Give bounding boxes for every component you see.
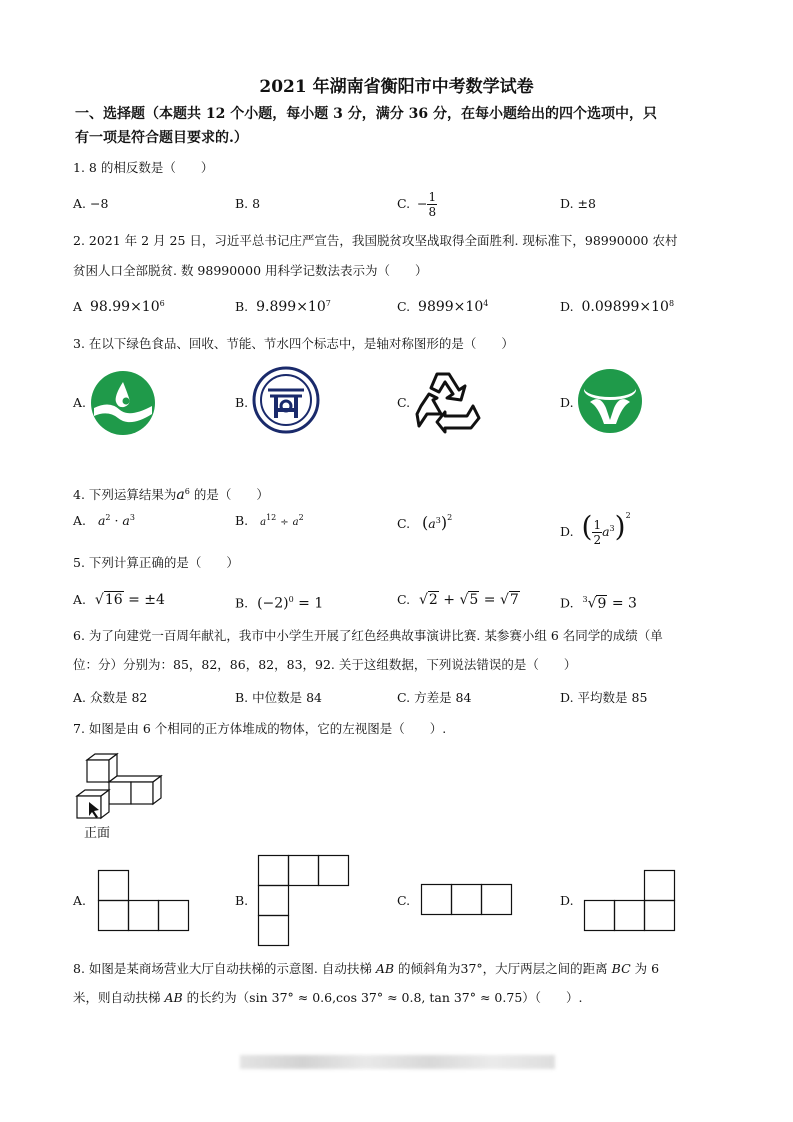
q4-stem-variable: a [176,487,185,504]
q5-option-d: D. $^3$√9 = 3 [560,595,637,612]
q8-line2-text: 米，则自动扶梯 [73,990,165,1005]
q2-option-b [235,296,331,315]
q2-a-value: 98.99×10 [89,299,160,316]
blurred-footer-watermark [240,1055,555,1069]
q4-stem-text: 4. 下列运算结果为 [73,487,177,503]
q7-option-b-figure [258,855,350,947]
q2-c-exponent: 4 [483,299,489,308]
q2-option-a [73,296,165,315]
q1-option-d: D. ±8 [560,196,596,211]
q5-a-label: A. [73,592,87,607]
exam-title: 2021 年湖南省衡阳市中考数学试卷 [259,77,534,97]
q6-option-d: D. 平均数是 85 [560,690,648,705]
q7-option-a-figure [98,870,190,932]
q5-b-label: B. [235,595,249,611]
recycle-logo-icon [415,370,481,432]
q8-line2-end: 的长约为（sin 37° ≈ 0.6,cos 37° ≈ 0.8, tan 37° ≈ 0.75）（ ）. [182,990,583,1005]
q4-option-d: D. ( $\frac{1}{2}$ $a^3)^2$ [560,510,631,547]
q2-d-value: 0.09899×10 [581,299,669,316]
q5-option-c: C. √2 + √5 = √7 [397,592,519,608]
q6-stem-line2: 位：分）分别为：85，82，86，82，83，92. 关于这组数据，下列说法错误的是（ ） [73,657,577,672]
green-food-logo-icon [90,370,156,436]
q4-option-c: C. $(a^3)^2$ [397,513,453,532]
water-saving-logo-icon [576,368,644,434]
q8-line1-middle: 的倾斜角为37°，大厅两层之间的距离 [394,961,612,976]
q2-c-value: 9899×10 [418,299,484,316]
q4-option-a: A. $a^2 \cdot a^3$ [73,513,135,529]
q2-a-exponent: 6 [159,299,165,308]
q6-option-a: A. 众数是 82 [73,690,148,705]
q2-b-label: B. [235,299,249,315]
q1-option-b: B. 8 [235,196,261,211]
q1-option-c-value: − $\frac{1}{8}$ [417,190,437,219]
q8-line1-text: 8. 如图是某商场营业大厅自动扶梯的示意图. 自动扶梯 [73,961,376,976]
q2-option-c [397,296,488,315]
q2-stem-line1: 2. 2021 年 2 月 25 日，习近平总书记庄严宣告，我国脱贫攻坚战取得全面胜利. 现标准下，98990000 农村 [73,233,678,248]
q3-option-d-label: D. [560,395,574,410]
q7-option-a-label: A. [73,893,87,908]
q2-a-label: A [73,299,83,315]
q1-stem: 1. 8 的相反数是（ ） [73,160,214,175]
q2-d-exponent: 8 [668,299,675,308]
q1-c-denominator: 8 [428,205,437,219]
q5-option-a: A. √16 = ±4 [73,592,165,608]
q5-option-b: B. $(-2)^0 = 1$ [235,595,324,612]
q2-d-label: D. [560,299,574,315]
q8-ab-label-2: AB [164,990,183,1005]
q5-stem: 5. 下列计算正确的是（ ） [73,555,239,570]
q2-b-exponent: 7 [325,299,331,308]
q5-d-label: D. [560,595,574,611]
q1-option-a: A. −8 [73,196,109,211]
q7-cube-stack-figure [75,752,165,822]
q7-option-d-figure [584,870,676,932]
q4-b-label: B. [235,513,249,529]
section-header-line2: 有一项是符合题目要求的.） [75,130,248,146]
q4-a-label: A. [73,513,87,529]
q4-c-label: C. [397,516,411,531]
q5-c-label: C. [397,592,411,607]
q2-c-label: C. [397,299,411,315]
q8-ab-label: AB [375,961,395,976]
q6-option-b: B. 中位数是 84 [235,690,323,705]
q7-option-c-label: C. [397,893,411,908]
q4-stem [73,484,269,503]
q3-option-b-label: B. [235,395,249,410]
q1-c-numerator: 1 [428,190,437,204]
q3-option-c-label: C. [397,395,411,410]
q4-stem-exponent: 6 [184,487,190,496]
q2-b-value: 9.899×10 [256,299,326,316]
q8-bc-label: BC [611,961,631,976]
energy-saving-logo-icon [252,366,320,434]
q1-option-c-label: C. [397,196,411,211]
section-header-line1: 一、选择题（本题共 12 个小题，每小题 3 分，满分 36 分，在每小题给出的四个选项中，只 [75,106,657,122]
q7-front-label: 正面 [84,826,111,841]
q7-option-c-figure [421,884,513,916]
q3-option-a-label: A. [73,395,87,410]
q4-stem-suffix: 的是（ ） [189,487,269,503]
q8-stem-line1 [73,961,659,977]
q8-stem-line2 [73,990,583,1006]
q7-option-b-label: B. [235,893,249,908]
q2-option-d [560,296,674,315]
q6-option-c: C. 方差是 84 [397,690,472,705]
q2-stem-line2: 贫困人口全部脱贫. 数 98990000 用科学记数法表示为（ ） [73,263,428,278]
q4-d-label: D. [560,524,574,539]
q4-option-b: B. $a^{12} \div a^2$ [235,513,304,529]
q7-option-d-label: D. [560,893,574,908]
q6-stem-line1: 6. 为了向建党一百周年献礼，我市中小学生开展了红色经典故事演讲比赛. 某参赛小组 6 名同学的成绩（单 [73,628,663,643]
q8-line1-end: 为 6 [630,961,660,976]
q3-stem: 3. 在以下绿色食品、回收、节能、节水四个标志中，是轴对称图形的是（ ） [73,336,514,351]
q7-stem: 7. 如图是由 6 个相同的正方体堆成的物体，它的左视图是（ ）. [73,721,447,736]
